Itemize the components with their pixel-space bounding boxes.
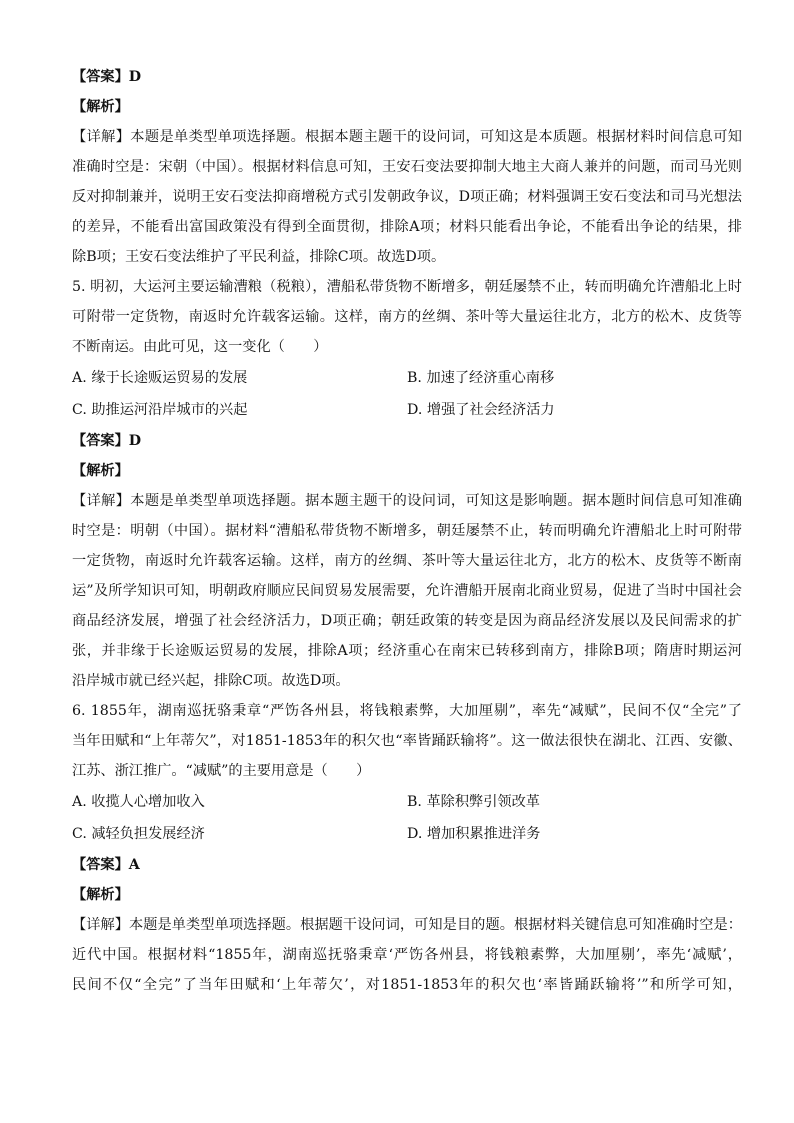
- q4-detail-line: 【详解】本题是单类型单项选择题。根据本题主题干的设问词，可知这是本质题。根据材料时间信息可知: [72, 129, 742, 145]
- q5-options-row: [72, 394, 742, 426]
- q4-detail-line: 反对抑制兼并，说明王安石变法抑商增税方式引发朝政争议，D项正确；材料强调王安石变法和司马光想法: [72, 189, 742, 205]
- q5-detail-line: 沿岸城市就已经兴起，排除C项。故选D项。: [72, 673, 350, 689]
- q6-analysis-label: 【解析】: [72, 887, 129, 903]
- q6-stem-line: 当年田赋和“上年蒂欠”，对1851-1853年的积欠也“率皆踊跃输将”。这一做法很快在湖北、江西、安徽、: [72, 733, 742, 749]
- q5-options-row: [72, 362, 742, 394]
- q5-option-b: B. 加速了经济重心南移: [407, 370, 555, 386]
- q5-stem-line: 可附带一定货物，南返时允许载客运输。这样，南方的丝绸、茶叶等大量运往北方，北方的松木、皮货等: [72, 309, 742, 325]
- q4-detail-line: 的差异，不能看出富国政策没有得到全面贯彻，排除A项；材料只能看出争论，不能看出争论的结果，排: [72, 219, 742, 235]
- document-page: [72, 62, 742, 1000]
- q5-option-c: C. 助推运河沿岸城市的兴起: [72, 402, 248, 418]
- q6-answer: 【答案】A: [72, 857, 140, 873]
- q5-detail-line: 张，并非缘于长途贩运贸易的发展，排除A项；经济重心在南宋已转移到南方，排除B项；隋唐时期运河: [72, 643, 742, 659]
- q5-detail-line: 运”及所学知识可知，明朝政府顺应民间贸易发展需要，允许漕船开展南北商业贸易，促进了当时中国社会: [72, 583, 742, 599]
- q6-option-c: C. 减轻负担发展经济: [72, 826, 205, 842]
- q4-answer: 【答案】D: [72, 69, 142, 85]
- q4-detail-line: 除B项；王安石变法维护了平民利益，排除C项。故选D项。: [72, 249, 446, 265]
- q5-detail-line: 商品经济发展，增强了社会经济活力，D项正确；朝廷政策的转变是因为商品经济发展以及民间需求的扩: [72, 613, 742, 629]
- q6-option-a: A. 收揽人心增加收入: [72, 794, 205, 810]
- q5-analysis-label: 【解析】: [72, 463, 129, 479]
- q6-detail-line: 近代中国。根据材料“1855年，湖南巡抚骆秉章‘严饬各州县，将钱粮素弊，大加厘剔’，率先‘减赋’，: [72, 947, 742, 963]
- q6-options-row: [72, 818, 742, 850]
- q6-option-b: B. 革除积弊引领改革: [407, 794, 540, 810]
- q5-detail-line: 时空是：明朝（中国）。据材料“漕船私带货物不断增多，朝廷屡禁不止，转而明确允许漕船北上时可附带: [72, 523, 742, 539]
- q6-detail-line: 民间不仅“全完”了当年田赋和‘上年蒂欠’，对1851-1853年的积欠也‘率皆踊跃输将’”和所学可知，: [72, 977, 742, 993]
- q5-stem-line: 5. 明初，大运河主要运输漕粮（税粮），漕船私带货物不断增多，朝廷屡禁不止，转而明确允许漕船北上时: [72, 279, 742, 295]
- q6-options-row: [72, 786, 742, 818]
- q5-option-a: A. 缘于长途贩运贸易的发展: [72, 370, 248, 386]
- q5-answer: 【答案】D: [72, 433, 142, 449]
- q6-detail-line: 【详解】本题是单类型单项选择题。根据题干设问词，可知是目的题。根据材料关键信息可知准确时空是：: [72, 917, 742, 933]
- q5-stem-line: 不断南运。由此可见，这一变化（ ）: [72, 339, 328, 355]
- q4-analysis-label: 【解析】: [72, 99, 129, 115]
- q6-option-d: D. 增加积累推进洋务: [407, 826, 541, 842]
- q6-stem-line: 江苏、浙江推广。“减赋”的主要用意是（ ）: [72, 763, 371, 779]
- q6-stem-line: 6. 1855年，湖南巡抚骆秉章“严饬各州县，将钱粮素弊，大加厘剔”，率先“减赋”，民间不仅“全完”了: [72, 703, 742, 719]
- q5-detail-line: 【详解】本题是单类型单项选择题。据本题主题干的设问词，可知这是影响题。据本题时间信息可知准确: [72, 493, 742, 509]
- q5-detail-line: 一定货物，南返时允许载客运输。这样，南方的丝绸、茶叶等大量运往北方，北方的松木、皮货等不断南: [72, 553, 742, 569]
- q4-detail-line: 准确时空是：宋朝（中国）。根据材料信息可知，王安石变法要抑制大地主大商人兼并的问题，而司马光则: [72, 159, 742, 175]
- q5-option-d: D. 增强了社会经济活力: [407, 402, 555, 418]
